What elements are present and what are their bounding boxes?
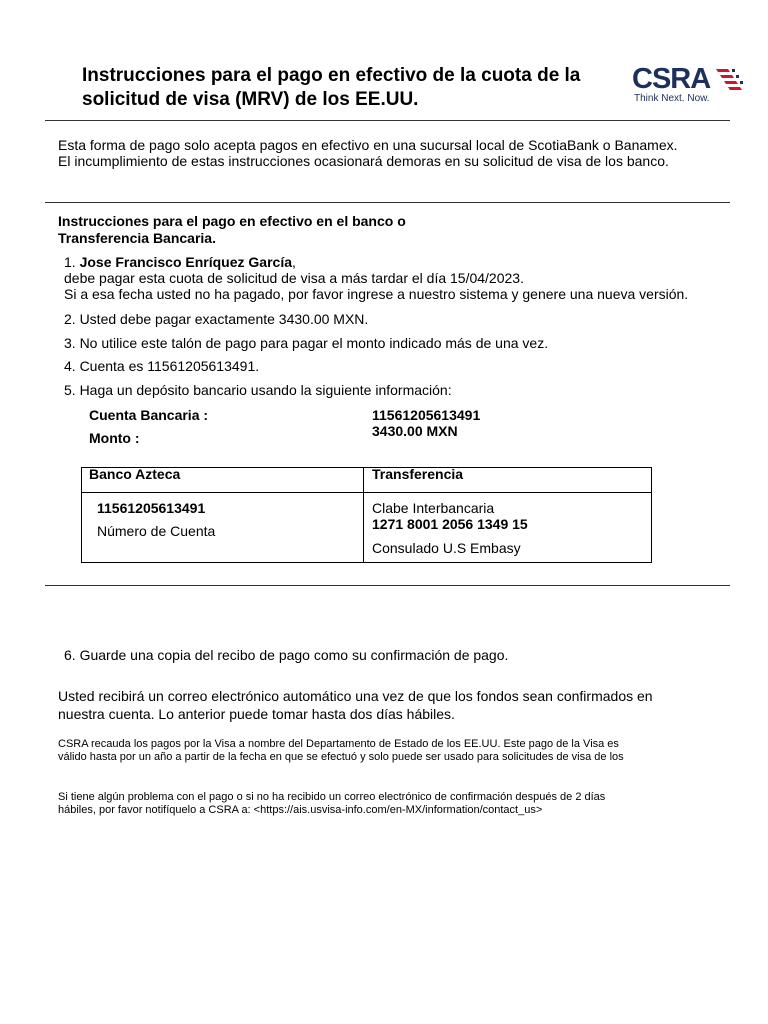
table-header-bank: Banco Azteca	[89, 466, 181, 482]
clabe-label: Clabe Interbancaria	[372, 500, 495, 516]
page-title	[82, 64, 622, 112]
logo-text: CSRA	[632, 63, 711, 95]
csra-logo	[632, 64, 744, 108]
item1-comma: ,	[292, 254, 296, 270]
bank-table	[81, 467, 652, 563]
item1-number: 1.	[64, 254, 76, 270]
table-header-transfer: Transferencia	[372, 466, 464, 482]
table-divider	[363, 468, 364, 563]
instruction-item-4: 4. Cuenta es 11561205613491.	[64, 358, 260, 374]
problem-notice-line2: hábiles, por favor notifíquelo a CSRA a: <https://ais.usvisa-info.com/en-MX/information/contact_us>	[58, 804, 543, 816]
applicant-name: Jose Francisco Enríquez García	[79, 254, 292, 270]
flag-stripes-icon	[716, 69, 744, 91]
instruction-item-5: 5. Haga un depósito bancario usando la siguiente información:	[64, 382, 452, 398]
email-notice-line1: Usted recibirá un correo electrónico automático una vez de que los fondos sean confirmados en	[58, 688, 653, 704]
account-number-label: Número de Cuenta	[97, 523, 216, 539]
amount-label: Monto :	[89, 430, 140, 446]
csra-notice-line2: válido hasta por un año a partir de la fecha en que se efectuó y solo puede ser usado para solicitudes de visa de los	[58, 751, 624, 763]
instructions-heading-line1: Instrucciones para el pago en efectivo en el banco o	[58, 213, 406, 229]
instruction-item-1	[64, 254, 296, 271]
table-divider	[82, 492, 651, 493]
divider	[45, 585, 730, 586]
clabe-value: 1271 8001 2056 1349 15	[372, 516, 528, 532]
item1-due-date: debe pagar esta cuota de solicitud de visa a más tardar el día 15/04/2023.	[64, 270, 524, 286]
beneficiary-name: Consulado U.S Embasy	[372, 540, 521, 556]
account-number: 11561205613491	[97, 500, 206, 516]
instructions-heading-line2: Transferencia Bancaria.	[58, 230, 216, 246]
page-title-line1: Instrucciones para el pago en efectivo de la cuota de la	[82, 65, 581, 86]
email-notice-line2: nuestra cuenta. Lo anterior puede tomar hasta dos días hábiles.	[58, 706, 455, 722]
intro-line1: Esta forma de pago solo acepta pagos en efectivo en una sucursal local de ScotiaBank o Banamex.	[58, 137, 678, 153]
csra-notice-line1: CSRA recauda los pagos por la Visa a nombre del Departamento de Estado de los EE.UU. Este pago de la Visa es	[58, 738, 619, 750]
amount-value: 3430.00 MXN	[372, 423, 458, 439]
instruction-item-3: 3. No utilice este talón de pago para pagar el monto indicado más de una vez.	[64, 335, 549, 351]
problem-notice-line1: Si tiene algún problema con el pago o si no ha recibido un correo electrónico de confirmación después de 2 días	[58, 791, 606, 803]
page-title-line2: solicitud de visa (MRV) de los EE.UU.	[82, 89, 419, 110]
item1-note: Si a esa fecha usted no ha pagado, por favor ingrese a nuestro sistema y genere una nueva versión.	[64, 286, 689, 302]
account-value: 11561205613491	[372, 407, 481, 423]
logo-tagline: Think Next. Now.	[634, 93, 710, 104]
instruction-item-6: 6. Guarde una copia del recibo de pago como su confirmación de pago.	[64, 647, 509, 663]
account-label: Cuenta Bancaria :	[89, 407, 209, 423]
intro-line2: El incumplimiento de estas instrucciones ocasionará demoras en su solicitud de visa de los banco.	[58, 153, 669, 169]
divider	[45, 120, 730, 121]
instruction-item-2: 2. Usted debe pagar exactamente 3430.00 MXN.	[64, 311, 369, 327]
divider	[45, 202, 730, 203]
